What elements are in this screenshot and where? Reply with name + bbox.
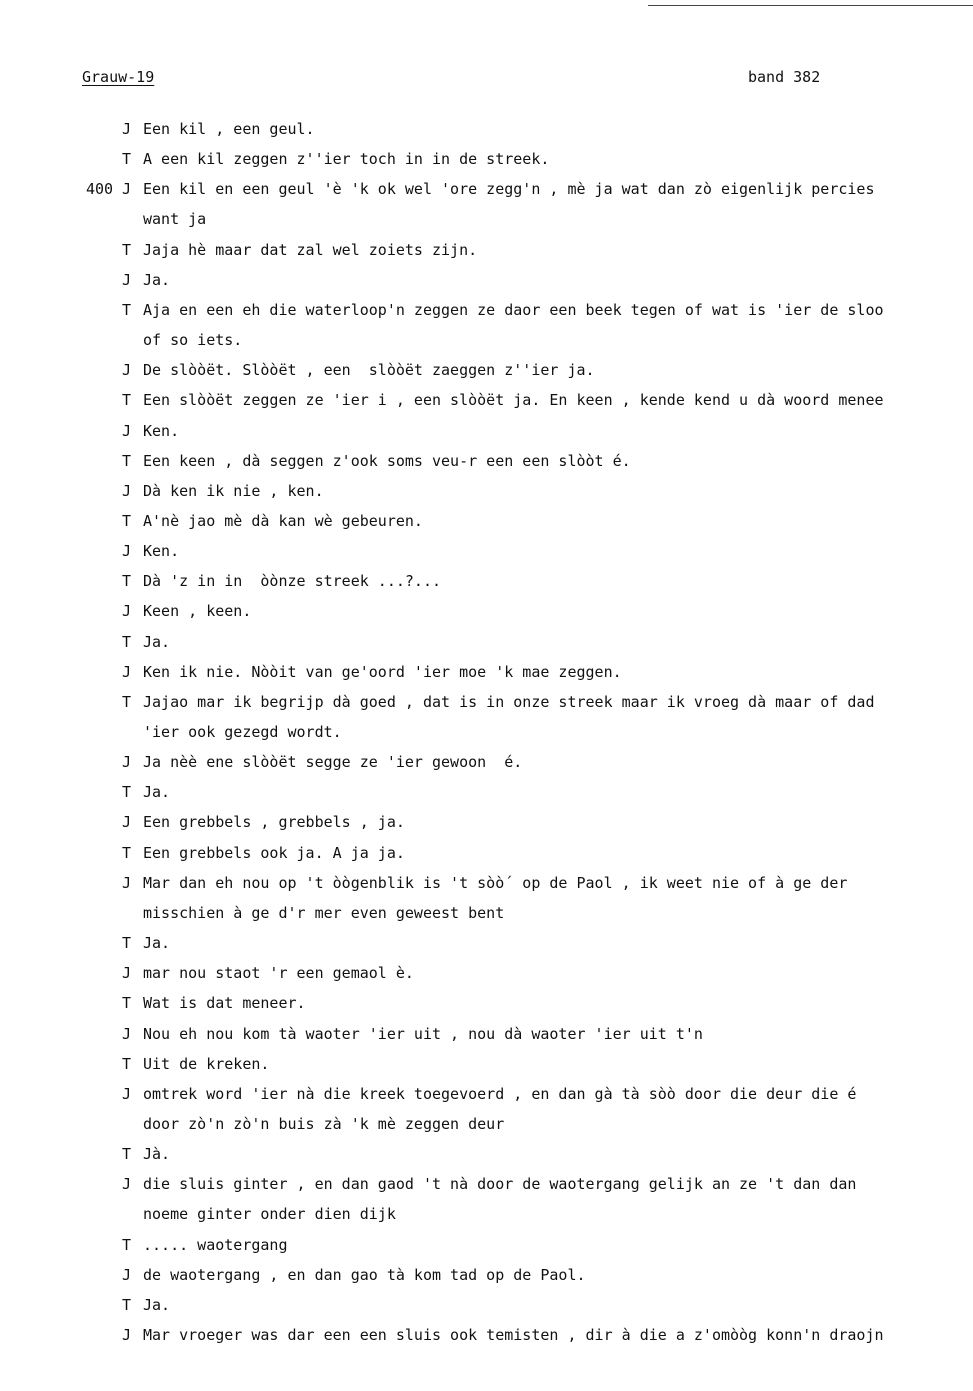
line-text: noeme ginter onder dien dijk [143, 1205, 396, 1223]
speaker-label: J [122, 120, 132, 138]
line-text: Wat is dat meneer. [143, 994, 306, 1012]
speaker-label: T [122, 391, 132, 409]
speaker-label: T [122, 1296, 132, 1314]
line-number: 400 [86, 180, 114, 198]
line-text: Ja. [143, 271, 171, 289]
speaker-label: J [122, 874, 132, 892]
speaker-label: T [122, 512, 132, 530]
speaker-label: T [122, 783, 132, 801]
speaker-label: J [122, 1266, 132, 1284]
line-text: Mar vroeger was dar een een sluis ook temisten , dir à die a z'omòòg konn'n draojn [143, 1326, 884, 1344]
line-text: Een kil en een geul 'è 'k ok wel 'ore zegg'n , mè ja wat dan zò eigenlijk percies [143, 180, 875, 198]
speaker-label: J [122, 753, 132, 771]
line-text: Mar dan eh nou op 't òògenblik is 't sòò´ op de Paol , ik weet nie of à ge der [143, 874, 848, 892]
speaker-label: J [122, 663, 132, 681]
line-text: Ken. [143, 422, 180, 440]
line-text: A'nè jao mè dà kan wè gebeuren. [143, 512, 423, 530]
speaker-label: T [122, 994, 132, 1012]
speaker-label: T [122, 633, 132, 651]
line-text: door zò'n zò'n buis zà 'k mè zeggen deur [143, 1115, 505, 1133]
line-text: Ja. [143, 633, 171, 651]
line-text: want ja [143, 210, 207, 228]
line-text: Nou eh nou kom tà waoter 'ier uit , nou dà waoter 'ier uit t'n [143, 1025, 703, 1043]
speaker-label: J [122, 1175, 132, 1193]
speaker-label: T [122, 1145, 132, 1163]
speaker-label: T [122, 934, 132, 952]
line-text: Aja en een eh die waterloop'n zeggen ze daor een beek tegen of wat is 'ier de sloo [143, 301, 884, 319]
line-text: die sluis ginter , en dan gaod 't nà door de waotergang gelijk an ze 't dan dan [143, 1175, 857, 1193]
line-text: Een slòòët zeggen ze 'ier i , een slòòët ja. En keen , kende kend u dà woord menee [143, 391, 884, 409]
line-text: Een kil , een geul. [143, 120, 315, 138]
speaker-label: J [122, 271, 132, 289]
speaker-label: T [122, 1236, 132, 1254]
line-text: Ja. [143, 934, 171, 952]
line-text: Dà 'z in in òònze streek ...?... [143, 572, 442, 590]
line-text: Ja. [143, 783, 171, 801]
line-text: Dà ken ik nie , ken. [143, 482, 324, 500]
line-text: Ken ik nie. Nòòit van ge'oord 'ier moe 'k mae zeggen. [143, 663, 622, 681]
line-text: ..... waotergang [143, 1236, 288, 1254]
speaker-label: J [122, 813, 132, 831]
line-text: de waotergang , en dan gao tà kom tad op de Paol. [143, 1266, 586, 1284]
speaker-label: J [122, 964, 132, 982]
speaker-label: T [122, 452, 132, 470]
line-text: Ken. [143, 542, 180, 560]
speaker-label: T [122, 844, 132, 862]
speaker-label: J [122, 1326, 132, 1344]
speaker-label: J [122, 1025, 132, 1043]
speaker-label: J [122, 361, 132, 379]
line-text: A een kil zeggen z''ier toch in in de streek. [143, 150, 550, 168]
line-text: of so iets. [143, 331, 243, 349]
line-text: omtrek word 'ier nà die kreek toegevoerd , en dan gà tà sòò door die deur die é [143, 1085, 857, 1103]
speaker-label: J [122, 542, 132, 560]
line-text: Jà. [143, 1145, 171, 1163]
line-text: 'ier ook gezegd wordt. [143, 723, 342, 741]
line-text: Uit de kreken. [143, 1055, 270, 1073]
line-text: Ja. [143, 1296, 171, 1314]
document-id: Grauw-19 [82, 68, 155, 86]
speaker-label: T [122, 301, 132, 319]
speaker-label: T [122, 693, 132, 711]
top-rule [648, 5, 973, 6]
tape-number: band 382 [748, 68, 821, 86]
line-text: Een keen , dà seggen z'ook soms veu-r een een slòòt é. [143, 452, 631, 470]
speaker-label: T [122, 241, 132, 259]
speaker-label: J [122, 1085, 132, 1103]
line-text: Jajao mar ik begrijp dà goed , dat is in onze streek maar ik vroeg dà maar of dad [143, 693, 875, 711]
speaker-label: J [122, 602, 132, 620]
line-text: misschien à ge d'r mer even geweest bent [143, 904, 505, 922]
speaker-label: T [122, 572, 132, 590]
line-text: Een grebbels ook ja. A ja ja. [143, 844, 405, 862]
speaker-label: J [122, 180, 132, 198]
line-text: mar nou staot 'r een gemaol è. [143, 964, 414, 982]
line-text: De slòòët. Slòòët , een slòòët zaeggen z''ier ja. [143, 361, 595, 379]
speaker-label: T [122, 1055, 132, 1073]
line-text: Een grebbels , grebbels , ja. [143, 813, 405, 831]
line-text: Keen , keen. [143, 602, 252, 620]
speaker-label: J [122, 482, 132, 500]
line-text: Jaja hè maar dat zal wel zoiets zijn. [143, 241, 478, 259]
speaker-label: T [122, 150, 132, 168]
line-text: Ja nèè ene slòòët segge ze 'ier gewoon é. [143, 753, 523, 771]
speaker-label: J [122, 422, 132, 440]
